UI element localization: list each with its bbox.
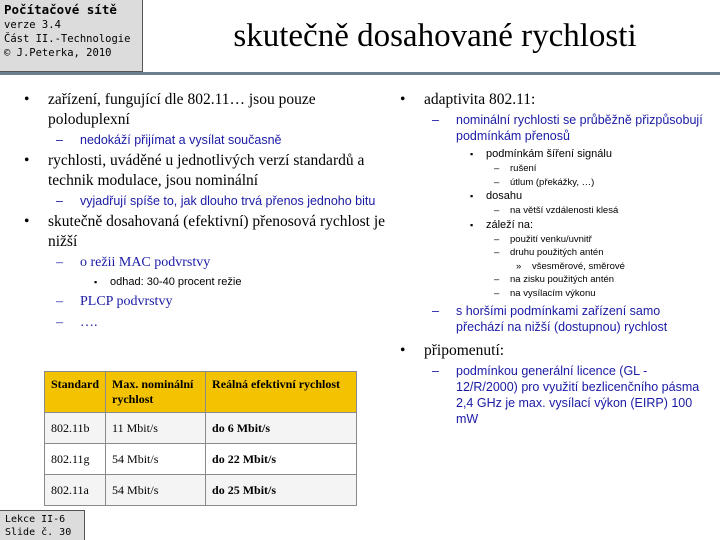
cell-real: do 6 Mbit/s <box>206 413 357 444</box>
bullet-effective-rate: • skutečně dosahovaná (efektivní) přenosová rychlost je nižší <box>24 213 386 250</box>
level5-antenna-kinds: » všesměrové, směrové <box>516 260 625 272</box>
sub-bullet-plcp: – PLCP podvrstvy <box>56 294 173 309</box>
level4-tx-power: – na vysílacím výkonu <box>494 287 596 299</box>
square-bullet-icon: ▪ <box>94 277 98 287</box>
right-column <box>398 90 708 430</box>
level4-antenna-type: – druhu použitých antén <box>494 247 604 258</box>
slide-title: skutečně dosahované rychlosti <box>233 18 637 54</box>
table-header-row <box>45 372 357 413</box>
level4-interference: – rušení <box>494 163 537 174</box>
sub-sub-bullet-propagation: ▪ podmínkám šíření signálu <box>470 148 612 160</box>
dash-icon: – <box>56 315 63 330</box>
slide-footer <box>0 510 85 540</box>
level4-indoor-outdoor: – použití venku/uvnitř <box>494 233 592 245</box>
dash-icon: – <box>494 233 500 245</box>
level4-attenuation: – útlum (překážky, …) <box>494 176 595 188</box>
cell-nominal: 11 Mbit/s <box>106 413 206 444</box>
bullet-nominal-rates: • rychlosti, uváděné u jednotlivých verzí standardů a technik modulace, jsou nominální <box>24 152 365 189</box>
table-row <box>45 475 357 506</box>
dash-icon: – <box>494 247 500 258</box>
lesson-label: Lekce II-6 <box>5 514 66 525</box>
column-header-standard: Standard <box>45 372 106 413</box>
table-row <box>45 413 357 444</box>
level4-distance: – na větší vzdálenosti klesá <box>494 205 619 216</box>
cell-standard: 802.11a <box>45 475 106 506</box>
square-bullet-icon: ▪ <box>470 149 474 159</box>
part-label: Část II.-Technologie <box>4 33 131 45</box>
bullet-dot-icon: • <box>24 91 30 108</box>
square-bullet-icon: ▪ <box>470 219 474 230</box>
chevron-right-icon: » <box>516 260 522 272</box>
table-row <box>45 444 357 475</box>
bullet-adaptivity: • adaptivita 802.11: <box>400 91 536 108</box>
dash-icon: – <box>432 304 439 318</box>
dash-icon: – <box>56 294 63 309</box>
sub-sub-bullet-estimate: ▪ odhad: 30-40 procent režie <box>94 276 242 288</box>
sub-sub-bullet-depends: ▪ záleží na: <box>470 218 534 231</box>
sub-bullet-ellipsis: – …. <box>56 315 98 330</box>
bullet-reminder: • připomenutí: <box>400 342 505 359</box>
cell-real: do 25 Mbit/s <box>206 475 357 506</box>
sub-bullet-no-simultaneous: – nedokáží přijímat a vysílat současně <box>56 133 282 147</box>
header-divider <box>0 72 720 75</box>
bullet-half-duplex: • zařízení, fungující dle 802.11… jsou pouze poloduplexní <box>24 91 316 128</box>
bullet-dot-icon: • <box>400 91 406 108</box>
slide-number: Slide č. 30 <box>5 527 72 538</box>
dash-icon: – <box>56 255 63 270</box>
speed-comparison-table <box>44 371 357 506</box>
cell-nominal: 54 Mbit/s <box>106 475 206 506</box>
dash-icon: – <box>494 176 500 188</box>
version-label: verze 3.4 <box>4 19 61 31</box>
sub-sub-bullet-range: ▪ dosahu <box>470 190 523 202</box>
column-header-real: Reálná efektivní rychlost <box>206 372 357 413</box>
left-column <box>22 90 394 335</box>
cell-real: do 22 Mbit/s <box>206 444 357 475</box>
course-name: Počítačové sítě <box>4 2 117 17</box>
sub-bullet-license: – podmínkou generální licence (GL - 12/R/2000) pro využití bezlicenčního pásma 2,4 GHz je max. vysílací výkon (EIRP) 100 mW <box>432 364 700 426</box>
dash-icon: – <box>494 274 500 285</box>
sub-bullet-mac-overhead: – o režii MAC podvrstvy <box>56 255 211 270</box>
bullet-dot-icon: • <box>400 342 406 359</box>
dash-icon: – <box>432 113 439 127</box>
sub-bullet-fallback: – s horšími podmínkami zařízení samo přechází na nižší (dostupnou) rychlost <box>432 304 668 334</box>
sub-bullet-bit-duration: – vyjadřují spíše to, jak dlouho trvá přenos jednoho bitu <box>56 194 376 208</box>
cell-standard: 802.11b <box>45 413 106 444</box>
dash-icon: – <box>494 287 500 299</box>
sub-bullet-rates-adapt: – nominální rychlosti se průběžně přizpůsobují podmínkám přenosů <box>432 113 703 143</box>
bullet-dot-icon: • <box>24 213 30 230</box>
level4-antenna-gain: – na zisku použitých antén <box>494 274 615 285</box>
dash-icon: – <box>56 194 63 208</box>
dash-icon: – <box>494 205 500 216</box>
square-bullet-icon: ▪ <box>470 191 474 201</box>
course-info-box <box>0 0 143 72</box>
column-header-nominal: Max. nominální rychlost <box>106 372 206 413</box>
bullet-dot-icon: • <box>24 152 30 169</box>
cell-standard: 802.11g <box>45 444 106 475</box>
dash-icon: – <box>56 133 63 147</box>
cell-nominal: 54 Mbit/s <box>106 444 206 475</box>
dash-icon: – <box>494 163 500 174</box>
dash-icon: – <box>432 364 439 378</box>
copyright-label: © J.Peterka, 2010 <box>4 47 112 59</box>
